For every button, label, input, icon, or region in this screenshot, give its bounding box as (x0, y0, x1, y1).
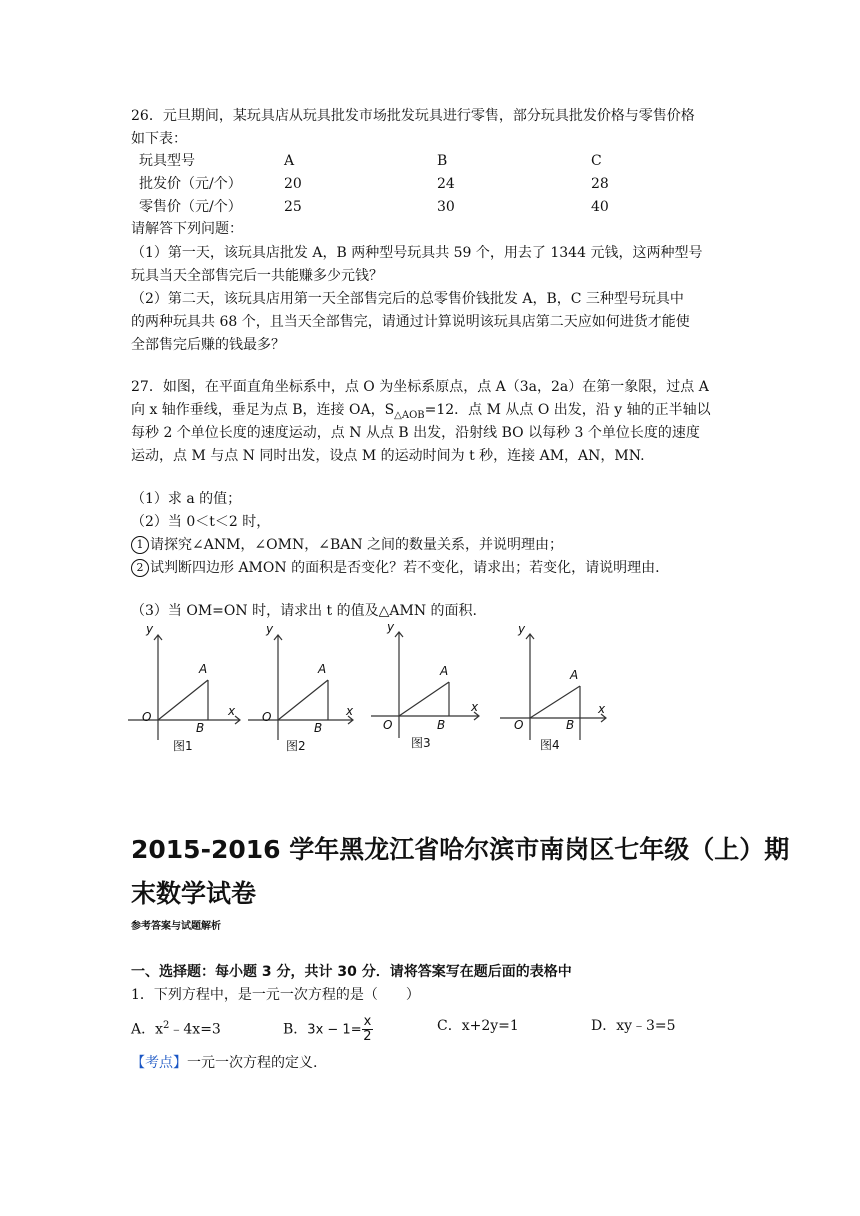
origin-label: O (514, 718, 524, 732)
table-cell: 批发价（元/个） (139, 176, 242, 192)
x-axis-label: x (346, 704, 354, 718)
option-a-sup: 2 (163, 1020, 170, 1031)
table-cell: 28 (591, 176, 609, 192)
option-c: C．x+2y=1 (437, 1018, 519, 1034)
option-b (283, 1015, 373, 1044)
q27-sub1: （1）求 a 的值； (131, 491, 242, 507)
table-cell: 零售价（元/个） (139, 199, 242, 215)
coordinate-diagram-2 (248, 620, 373, 760)
point-b-label: B (437, 718, 446, 732)
figure-caption: 图2 (286, 739, 306, 753)
question-1: 1．下列方程中，是一元一次方程的是（ ） (131, 987, 420, 1003)
q26-part2-line3: 全部售完后赚的钱最多？ (131, 337, 285, 353)
circled-number-1: 1 (131, 536, 149, 554)
table-header-cell: 玩具型号 (139, 153, 195, 169)
table-cell: 24 (437, 176, 455, 192)
point-a-label: A (440, 664, 449, 678)
figure-4 (500, 620, 625, 760)
y-axis-label: y (146, 622, 154, 636)
triangle-subscript: △AOB (394, 409, 425, 421)
option-b-lhs: 3x − 1= (307, 1022, 362, 1038)
point-a-label: A (570, 668, 579, 682)
table-header-cell: A (284, 153, 295, 169)
option-a-pre: A．x (131, 1021, 164, 1038)
fraction-numerator: x (363, 1014, 372, 1029)
point-a-label: A (199, 662, 208, 676)
table-cell: 20 (284, 176, 302, 192)
q27-circled-1-text: 请探究∠ANM，∠OMN，∠BAN 之间的数量关系，并说明理由； (150, 537, 564, 553)
q26-line-2: 如下表： (131, 131, 187, 147)
q26-prompt: 请解答下列问题： (131, 221, 243, 237)
option-b-pre: B． (283, 1021, 308, 1038)
q26-part2-line1: （2）第二天，该玩具店用第一天全部售完后的总零售价钱批发 A，B，C 三种型号玩具中 (131, 291, 684, 307)
origin-label: O (262, 710, 272, 724)
y-axis-label: y (387, 620, 395, 634)
q27-line-2-a: 向 x 轴作垂线，垂足为点 B，连接 OA，S (131, 402, 395, 418)
q26-line-1: 26．元旦期间，某玩具店从玩具批发市场批发玩具进行零售，部分玩具批发价格与零售价格 (131, 108, 695, 124)
q26-part1-line2: 玩具当天全部售完后一共能赚多少元钱？ (131, 268, 383, 284)
q27-circled-2 (131, 557, 660, 579)
q27-line-4: 运动，点 M 与点 N 同时出发，设点 M 的运动时间为 t 秒，连接 AM，AN，MN. (131, 448, 645, 464)
exam-title-line-1: 2015-2016 学年黑龙江省哈尔滨市南岗区七年级（上）期 (131, 835, 790, 864)
point-b-label: B (196, 721, 205, 735)
circled-number-2: 2 (131, 559, 149, 577)
q27-sub2: （2）当 0＜t＜2 时， (131, 514, 271, 530)
x-axis-label: x (598, 702, 606, 716)
table-cell: 25 (284, 199, 302, 215)
q27-line-1: 27．如图，在平面直角坐标系中，点 O 为坐标系原点，点 A（3a，2a）在第一象限，过点 A (131, 379, 709, 395)
figure-caption: 图4 (540, 738, 560, 752)
figure-caption: 图3 (411, 736, 431, 750)
point-a-label: A (318, 662, 327, 676)
kaodian-text: 一元一次方程的定义. (187, 1055, 318, 1071)
q27-line-2-b: =12．点 M 从点 O 出发，沿 y 轴的正半轴以 (424, 402, 711, 418)
q27-sub3: （3）当 OM=ON 时，请求出 t 的值及△AMN 的面积. (131, 603, 477, 619)
table-header-cell: C (591, 153, 602, 169)
q26-part2-line2: 的两种玩具共 68 个，且当天全部售完，请通过计算说明该玩具店第二天应如何进货才能使 (131, 314, 690, 330)
origin-label: O (383, 718, 393, 732)
option-d: D．xy﹣3=5 (591, 1018, 676, 1034)
q27-circled-1 (131, 534, 563, 556)
coordinate-diagram-4 (500, 620, 625, 760)
x-axis-label: x (228, 704, 236, 718)
figure-2 (248, 620, 373, 760)
exam-title-line-2: 末数学试卷 (131, 879, 257, 908)
q27-circled-2-text: 试判断四边形 AMON 的面积是否变化？若不变化，请求出；若变化，请说明理由. (150, 560, 660, 576)
figure-3 (371, 620, 496, 760)
figure-1 (128, 620, 253, 760)
x-axis-label: x (471, 700, 479, 714)
option-a-post: ﹣4x=3 (169, 1021, 221, 1038)
option-b-fraction (362, 1015, 374, 1044)
table-header-cell: B (437, 153, 448, 169)
section-heading: 一、选择题：每小题 3 分，共计 30 分．请将答案写在题后面的表格中 (131, 964, 572, 980)
kaodian-label: 【考点】 (131, 1055, 187, 1071)
y-axis-label: y (518, 622, 526, 636)
kaodian-line (131, 1052, 317, 1074)
y-axis-label: y (266, 622, 274, 636)
origin-label: O (142, 710, 152, 724)
fraction-denominator: 2 (363, 1029, 372, 1044)
table-cell: 40 (591, 199, 609, 215)
answer-key-subtitle: 参考答案与试题解析 (131, 921, 221, 932)
q27-line-3: 每秒 2 个单位长度的速度运动，点 N 从点 B 出发，沿射线 BO 以每秒 3 个单位长度的速度 (131, 425, 700, 441)
q26-part1-line1: （1）第一天，该玩具店批发 A，B 两种型号玩具共 59 个，用去了 1344 元钱，这两种型号 (131, 245, 703, 261)
point-b-label: B (314, 721, 323, 735)
coordinate-diagram-3 (371, 620, 496, 760)
figure-caption: 图1 (173, 739, 193, 753)
table-cell: 30 (437, 199, 455, 215)
option-a (131, 1015, 221, 1041)
point-b-label: B (566, 718, 575, 732)
